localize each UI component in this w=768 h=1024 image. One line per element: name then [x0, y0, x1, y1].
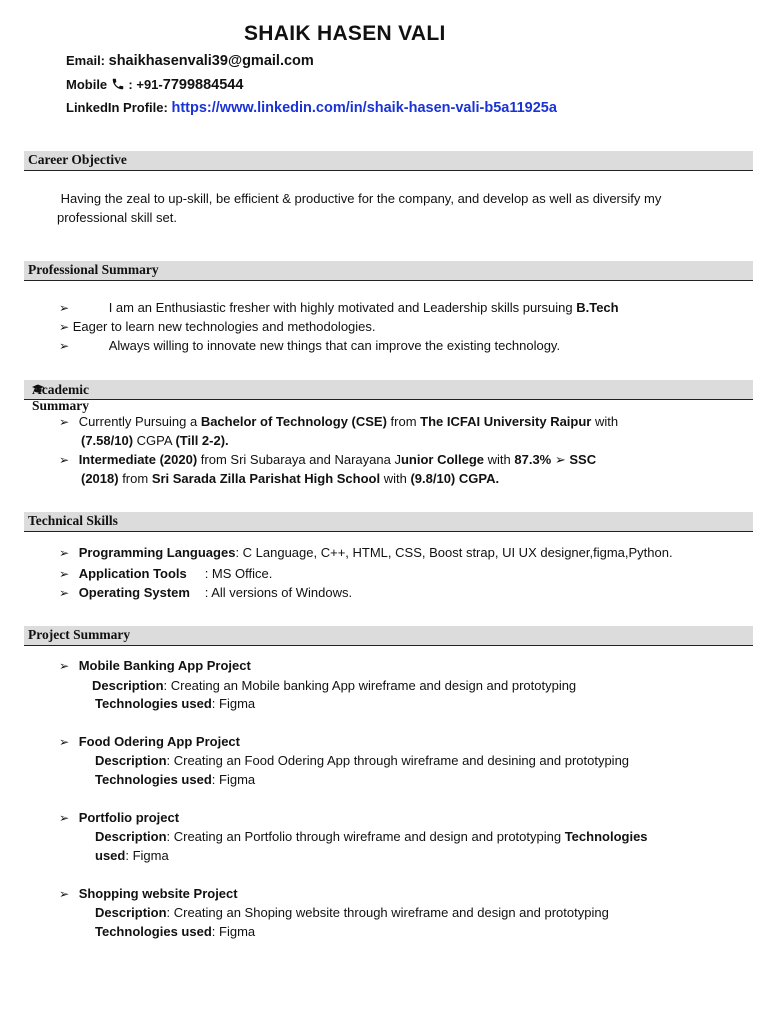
professional-item-1: I am an Enthusiastic fresher with highly motivated and Leadership skills pursuing	[108, 300, 577, 315]
description-label: Description	[92, 678, 164, 693]
section-heading: Professional Summary	[28, 262, 159, 277]
project-title: Food Odering App Project	[78, 734, 240, 749]
bullet-arrow-icon: ➢	[59, 453, 70, 467]
academic-line-2	[81, 433, 229, 448]
career-objective-line-1: Having the zeal to up-skill, be efficient & productive for the company, and develop as well as diversify my	[57, 191, 662, 206]
technologies-text: : Figma	[211, 696, 256, 711]
description-label: Description	[95, 905, 167, 920]
skill-label: Operating System	[78, 585, 190, 600]
project-description	[92, 678, 576, 693]
technologies-text: : Figma	[211, 772, 256, 787]
academic-text: from	[386, 414, 421, 429]
section-heading	[28, 381, 89, 413]
academic-text: with	[591, 414, 619, 429]
technologies-text: : Figma	[211, 924, 256, 939]
section-technical-skills	[24, 512, 753, 532]
academic-text: with	[380, 471, 411, 486]
skill-label: Programming Languages	[78, 545, 236, 560]
list-item	[59, 319, 376, 334]
bullet-arrow-icon: ➢	[59, 887, 70, 901]
technologies-label: Technologies used	[95, 924, 212, 939]
academic-line-4	[81, 471, 499, 486]
bullet-arrow-icon: ➢	[59, 320, 70, 334]
academic-percent-ssc: 87.3% ➢ SSC	[514, 452, 597, 467]
section-professional-summary	[24, 261, 753, 281]
project-title-row	[59, 734, 240, 749]
career-objective-line-2: professional skill set.	[57, 210, 177, 225]
skill-value: : C Language, C++, HTML, CSS, Boost strap, UI UX designer,figma,Python.	[235, 545, 673, 560]
mobile-line	[66, 77, 243, 93]
email-line	[66, 53, 314, 69]
email-address[interactable]: shaikhasenvali39@gmail.com	[108, 53, 314, 69]
project-description	[95, 905, 609, 920]
project-description	[95, 753, 629, 768]
academic-intermediate: Intermediate (2020)	[78, 452, 198, 467]
academic-ssc-cgpa: (9.8/10) CGPA.	[410, 471, 500, 486]
linkedin-link[interactable]: https://www.linkedin.com/in/shaik-hasen-vali-b5a11925a	[171, 100, 557, 116]
technologies-text: : Figma	[125, 848, 169, 863]
list-item	[59, 300, 619, 315]
bullet-arrow-icon: ➢	[59, 586, 70, 600]
list-item	[59, 452, 596, 468]
mobile-label: Mobile	[66, 77, 108, 92]
section-heading: Project Summary	[28, 627, 131, 642]
technologies-label: Technologies	[564, 829, 648, 844]
academic-university: The ICFAI University Raipur	[420, 414, 592, 429]
academic-text: from	[118, 471, 152, 486]
bullet-arrow-icon: ➢	[59, 339, 70, 353]
academic-text: Currently Pursuing a	[78, 414, 201, 429]
phone-icon	[111, 77, 125, 91]
skill-label: Application Tools	[78, 566, 187, 581]
section-academic-summary	[24, 380, 753, 413]
academic-cgpa: (7.58/10)	[81, 433, 134, 448]
academic-school: Sri Sarada Zilla Parishat High School	[151, 471, 381, 486]
bullet-arrow-icon: ➢	[59, 546, 70, 560]
mobile-prefix: : +91-	[128, 77, 163, 92]
description-label: Description	[95, 829, 167, 844]
academic-till: (Till 2-2).	[175, 433, 229, 448]
description-text: : Creating an Portfolio through wireframe and design and prototyping	[166, 829, 565, 844]
project-technologies	[95, 848, 169, 863]
bullet-arrow-icon: ➢	[59, 301, 70, 315]
bullet-arrow-icon: ➢	[59, 735, 70, 749]
professional-item-2: Eager to learn new technologies and methodologies.	[72, 319, 376, 334]
technologies-label: used	[95, 848, 126, 863]
academic-text: with	[484, 452, 515, 467]
technologies-label: Technologies used	[95, 696, 212, 711]
professional-item-3: Always willing to innovate new things that can improve the existing technology.	[108, 338, 561, 353]
academic-heading-text: Academic Summary	[32, 382, 89, 413]
project-technologies	[95, 772, 255, 787]
project-technologies	[95, 696, 255, 711]
academic-text: from Sri Subaraya and Narayana J	[197, 452, 401, 467]
bullet-arrow-icon: ➢	[59, 811, 70, 825]
section-career-objective	[24, 151, 753, 171]
academic-ssc-year: (2018)	[81, 471, 119, 486]
skill-value: : MS Office.	[204, 566, 273, 581]
technologies-label: Technologies used	[95, 772, 212, 787]
list-item	[59, 566, 272, 581]
academic-text: CGPA	[133, 433, 176, 448]
project-title-row	[59, 886, 238, 901]
project-title-row	[59, 658, 251, 673]
section-heading: Career Objective	[28, 152, 127, 167]
description-text: : Creating an Mobile banking App wireframe and design and prototyping	[163, 678, 577, 693]
description-text: : Creating an Food Odering App through wireframe and desining and prototyping	[166, 753, 630, 768]
academic-college: unior College	[400, 452, 485, 467]
mobile-number[interactable]: 7799884544	[162, 77, 244, 93]
description-label: Description	[95, 753, 167, 768]
candidate-name: SHAIK HASEN VALI	[244, 22, 446, 45]
linkedin-line	[66, 100, 557, 116]
list-item	[59, 338, 560, 353]
list-item	[59, 545, 673, 560]
list-item	[59, 414, 618, 429]
project-title: Portfolio project	[78, 810, 180, 825]
project-title: Shopping website Project	[78, 886, 238, 901]
email-label: Email:	[66, 53, 106, 68]
skill-value: : All versions of Windows.	[204, 585, 353, 600]
bullet-arrow-icon: ➢	[59, 567, 70, 581]
section-project-summary	[24, 626, 753, 646]
academic-degree: Bachelor of Technology (CSE)	[200, 414, 387, 429]
project-description	[95, 829, 648, 844]
linkedin-label: LinkedIn Profile:	[66, 100, 168, 115]
project-title: Mobile Banking App Project	[78, 658, 251, 673]
project-title-row	[59, 810, 179, 825]
list-item	[59, 585, 352, 600]
section-heading: Technical Skills	[28, 513, 118, 528]
description-text: : Creating an Shoping website through wireframe and design and prototyping	[166, 905, 609, 920]
bullet-arrow-icon: ➢	[59, 659, 70, 673]
professional-item-1-bold: B.Tech	[576, 300, 619, 315]
bullet-arrow-icon: ➢	[59, 415, 70, 429]
project-technologies	[95, 924, 255, 939]
